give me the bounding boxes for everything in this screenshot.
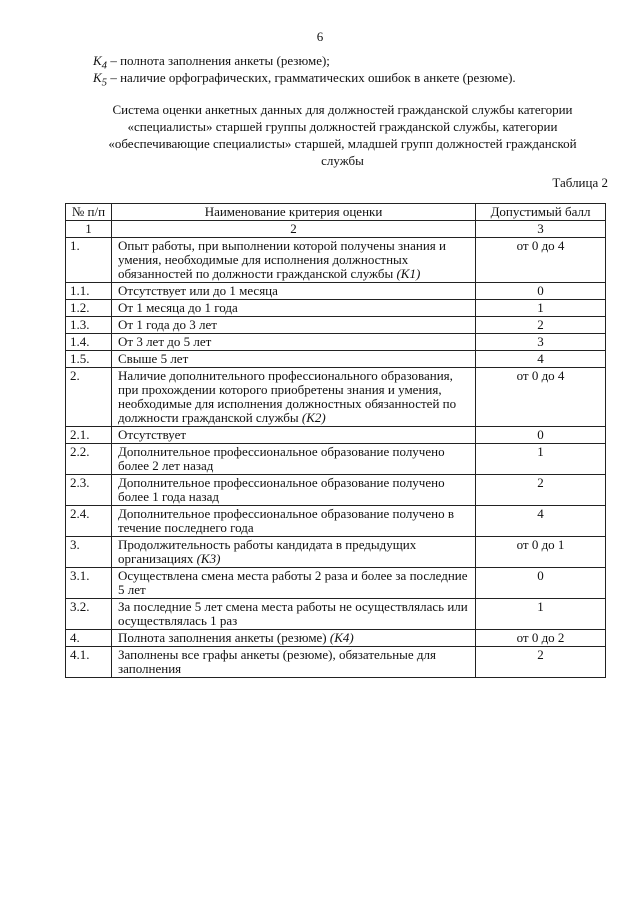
header-score: Допустимый балл: [476, 204, 606, 221]
table-row: [66, 238, 606, 283]
criterion-text: Дополнительное профессиональное образование получено более 2 лет назад: [118, 444, 445, 473]
score-value: от 0 до 4: [476, 368, 606, 427]
table-row: [66, 444, 606, 475]
criterion-name: [112, 427, 476, 444]
row-number: 3.1.: [66, 568, 112, 599]
criterion-name: [112, 351, 476, 368]
row-number: 1.4.: [66, 334, 112, 351]
row-number: 4.1.: [66, 647, 112, 678]
header-criterion: Наименование критерия оценки: [112, 204, 476, 221]
criterion-text: Продолжительность работы кандидата в предыдущих организациях: [118, 537, 417, 566]
table-row: [66, 537, 606, 568]
criterion-name: [112, 506, 476, 537]
def-symbol: K: [93, 70, 102, 85]
score-value: от 0 до 4: [476, 238, 606, 283]
table-row: [66, 351, 606, 368]
row-number: 1.3.: [66, 317, 112, 334]
criterion-name: [112, 630, 476, 647]
table-row: [66, 334, 606, 351]
criterion-text: Опыт работы, при выполнении которой получены знания и умения, необходимые для исполнения должностных обязанностей по должности гражданской службы: [118, 238, 446, 281]
score-value: 0: [476, 283, 606, 300]
score-value: от 0 до 1: [476, 537, 606, 568]
table-label: Таблица 2: [552, 175, 608, 190]
def-text: – наличие орфографических, грамматических ошибок в анкете (резюме).: [107, 70, 516, 85]
row-number: 1.1.: [66, 283, 112, 300]
column-number: 3: [476, 221, 606, 238]
row-number: 2.: [66, 368, 112, 427]
table-caption: [70, 101, 615, 169]
row-number: 2.1.: [66, 427, 112, 444]
table-header-row: [66, 204, 606, 221]
definition-k5: [93, 71, 613, 88]
criterion-text: От 1 года до 3 лет: [118, 317, 217, 332]
def-symbol: K: [93, 53, 102, 68]
criterion-coefficient: (K2): [301, 410, 326, 425]
row-number: 1.: [66, 238, 112, 283]
table-row: [66, 506, 606, 537]
table-row: [66, 317, 606, 334]
row-number: 4.: [66, 630, 112, 647]
score-value: 2: [476, 317, 606, 334]
definitions: [93, 54, 613, 88]
caption-line: «обеспечивающие специалисты» старшей, младшей групп должностей гражданской: [108, 136, 577, 151]
page-number: 6: [316, 29, 324, 44]
score-value: 1: [476, 300, 606, 317]
criterion-text: Свыше 5 лет: [118, 351, 189, 366]
criterion-name: [112, 300, 476, 317]
criterion-text: Осуществлена смена места работы 2 раза и более за последние 5 лет: [118, 568, 468, 597]
criterion-coefficient: (K3): [196, 551, 221, 566]
score-value: 2: [476, 647, 606, 678]
criterion-coefficient: (K1): [396, 266, 421, 281]
criteria-table: [65, 203, 606, 678]
table-row: [66, 300, 606, 317]
score-value: 0: [476, 427, 606, 444]
criterion-text: Наличие дополнительного профессионального образования, при прохождении которого приобретены знания и умения, необходимые для исполнения должностных обязанностей по должности гражданской службы: [118, 368, 457, 425]
score-value: 4: [476, 351, 606, 368]
table-numbering-row: [66, 221, 606, 238]
score-value: 1: [476, 444, 606, 475]
criterion-text: За последние 5 лет смена места работы не осуществлялась или осуществлялась 1 раз: [118, 599, 468, 628]
caption-line: службы: [321, 153, 364, 168]
criterion-name: [112, 647, 476, 678]
score-value: 2: [476, 475, 606, 506]
criterion-name: [112, 537, 476, 568]
column-number: 1: [66, 221, 112, 238]
column-number: 2: [112, 221, 476, 238]
criterion-text: Полнота заполнения анкеты (резюме): [118, 630, 330, 645]
criterion-text: От 3 лет до 5 лет: [118, 334, 212, 349]
criterion-name: [112, 334, 476, 351]
table-row: [66, 599, 606, 630]
criterion-name: [112, 444, 476, 475]
definition-k4: [93, 54, 613, 71]
table-row: [66, 630, 606, 647]
criterion-name: [112, 368, 476, 427]
table-row: [66, 475, 606, 506]
criterion-text: Дополнительное профессиональное образование получено более 1 года назад: [118, 475, 445, 504]
criterion-name: [112, 568, 476, 599]
table-row: [66, 568, 606, 599]
criterion-name: [112, 283, 476, 300]
row-number: 1.2.: [66, 300, 112, 317]
row-number: 3.: [66, 537, 112, 568]
score-value: 3: [476, 334, 606, 351]
criterion-text: Отсутствует: [118, 427, 187, 442]
table-row: [66, 368, 606, 427]
def-text: – полнота заполнения анкеты (резюме);: [107, 53, 330, 68]
header-number: № п/п: [66, 204, 112, 221]
row-number: 3.2.: [66, 599, 112, 630]
criterion-name: [112, 238, 476, 283]
table-body: [66, 238, 606, 678]
table-row: [66, 427, 606, 444]
criterion-name: [112, 599, 476, 630]
criterion-coefficient: (K4): [329, 630, 354, 645]
def-subscript: 5: [101, 76, 108, 89]
def-subscript: 4: [101, 59, 108, 72]
score-value: от 0 до 2: [476, 630, 606, 647]
caption-line: Система оценки анкетных данных для должностей гражданской службы категории: [112, 102, 573, 117]
criterion-name: [112, 317, 476, 334]
criterion-text: Заполнены все графы анкеты (резюме), обязательные для заполнения: [118, 647, 436, 676]
row-number: 1.5.: [66, 351, 112, 368]
score-value: 1: [476, 599, 606, 630]
score-value: 0: [476, 568, 606, 599]
criterion-name: [112, 475, 476, 506]
row-number: 2.2.: [66, 444, 112, 475]
score-value: 4: [476, 506, 606, 537]
row-number: 2.3.: [66, 475, 112, 506]
table-row: [66, 647, 606, 678]
caption-line: «специалисты» старшей группы должностей гражданской службы, категории: [127, 119, 558, 134]
criterion-text: Отсутствует или до 1 месяца: [118, 283, 278, 298]
criterion-text: Дополнительное профессиональное образование получено в течение последнего года: [118, 506, 454, 535]
row-number: 2.4.: [66, 506, 112, 537]
table-row: [66, 283, 606, 300]
criterion-text: От 1 месяца до 1 года: [118, 300, 238, 315]
